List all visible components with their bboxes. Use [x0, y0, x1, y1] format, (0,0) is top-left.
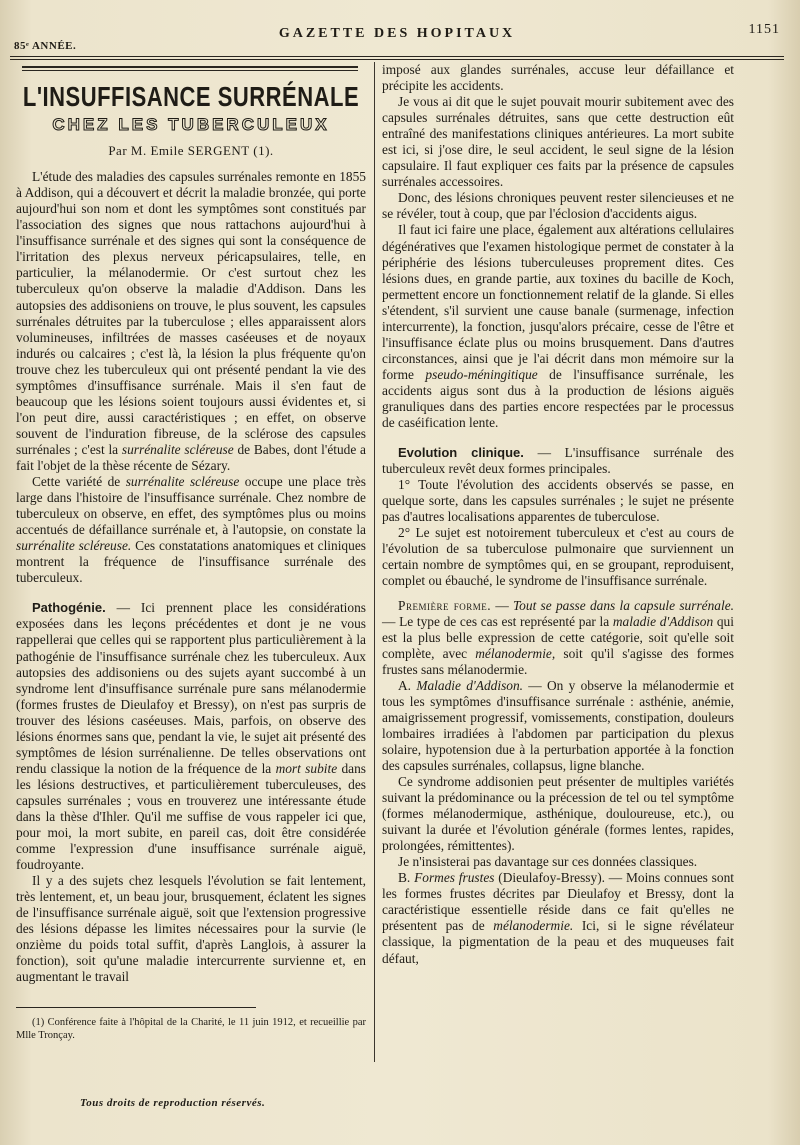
header-rule-thin — [10, 59, 784, 60]
paragraph: Je n'insisterai pas davantage sur ces données classiques. — [398, 854, 698, 870]
emphasis: Tout se passe dans la capsule surrénale. — [512, 597, 735, 613]
paragraph-text: — Le type de ces cas est représenté par la — [382, 613, 610, 629]
emphasis: Maladie d'Addison. — [416, 677, 524, 693]
emphasis: maladie d'Addison — [612, 613, 714, 629]
paragraph-text: qui est la plus belle expression de cette catégorie, soit qu'elle soit complète, avec — [382, 613, 734, 661]
paragraph-text: dans les lésions destructives, et particulièrement tuberculeuses, des capsules surrénales ; vous en trouverez une intéressante étude dans la thèse d'Ihler. Qu'il me suffise de vous rappeler ici que, pour moi, la mort subite, en pareil cas, doit être considérée comme l'expression d'une insuffisance surrénale aiguë, foudroyante. — [16, 760, 367, 873]
left-column — [16, 62, 366, 1042]
section-heading: Evolution clinique. — [398, 445, 524, 461]
article-author: Par M. Emile SERGENT (1). — [108, 143, 274, 159]
section-pathogenie — [16, 600, 366, 873]
subsection-addison — [382, 678, 734, 774]
section-heading: Pathogénie. — [32, 600, 106, 616]
subsection-label: Première forme. — [398, 597, 492, 613]
rights-notice: Tous droits de reproduction réservés. — [80, 1097, 266, 1109]
paragraph: Il y a des sujets chez lesquels l'évolution se fait lentement, très lentement, et, un beau jour, brusquement, éclatent les signes de l'insuffisance surrénale aiguë, soit que l'extension progressive des lésions dépasse les limites nécessaires pour la survie (le onzième du poids total suffit, d'après Langlois, à assurer la fonction), soit qu'une maladie intercurrente survienne et, en augmentant le travail — [16, 873, 366, 985]
paragraph — [382, 222, 734, 431]
section-premiere-forme — [382, 598, 734, 678]
article-subtitle: CHEZ LES TUBERCULEUX — [52, 115, 330, 135]
article-title: L'INSUFFISANCE SURRÉNALE — [22, 80, 360, 112]
paragraph-text: de l'insuffisance surrénale, les accidents aigus sont dus à la production de lésions aiguës granuliques dans des parties encore respectées par le processus de caséification lente. — [382, 366, 734, 431]
paragraph-text: soit qu'il s'agisse des formes frustes sans mélanodermie. — [382, 645, 734, 677]
page-number: 1151 — [748, 22, 780, 37]
paragraph-text: Cette variété de — [32, 474, 121, 490]
emphasis: pseudo-méningitique — [425, 366, 538, 382]
emphasis: mélanodermie, — [475, 645, 556, 661]
title-rule — [22, 66, 358, 68]
paragraph-text: Ces constatations anatomiques et cliniques montrent la fréquence de l'insuffisance surrénale des tuberculeux. — [16, 538, 366, 586]
emphasis: surrénalite scléreuse — [125, 474, 240, 490]
header-rule — [10, 56, 784, 57]
paragraph: Je vous ai dit que le sujet pouvait mourir subitement avec des capsules surrénales détruites, sans que cette destruction eût entraîné des manifestations cliniques antérieures. La mort subite est ici, si j'ose dire, le seul accident, le seul signe de la lésion capsulaire. Il faut expliquer ces faits par la présence de capsules surrénales accessoires. — [382, 94, 734, 190]
paragraph — [16, 169, 366, 474]
list-item: 1° Toute l'évolution des accidents observés se passe, en quelque sorte, dans les capsules surrénales ; le sujet ne présente pas d'autres localisations apparentes de tuberculose. — [382, 477, 734, 525]
paragraph-text: — Ici prennent place les considérations exposées dans les leçons précédentes et dont je ne vous rappellerai que celles qui se rapportent plus particulièrement à la pathogénie de l'insuffisance surrénale chez les tuberculeux. Aux autopsies des addisoniens ou des sujets ayant succombé à un syndrome lent d'insuffisance surrénale pure sans mélanodermie (formes frustes de Dieulafoy et Bressy), on n'est pas surpris de trouver des lésions caséeuses. Mais, parfois, on observe des lésions énormes sans que, pendant la vie, le sujet ait présenté des symptômes de lésion surrénalienne. De telles observations ont rendu classique la notion de la fréquence de la — [16, 600, 366, 776]
subsection-letter: A. — [398, 677, 412, 693]
paragraph-text: Ici, si le signe révélateur classique, la pigmentation de la peau et des muqueuses fait défaut, — [382, 918, 735, 966]
running-head — [14, 22, 780, 54]
journal-title: GAZETTE DES HOPITAUX — [278, 26, 516, 41]
paragraph: Donc, des lésions chroniques peuvent rester silencieuses et ne se révéler, tout à coup, que par l'éclosion d'accidents aigus. — [382, 190, 734, 222]
subsection-formes-frustes — [382, 870, 734, 966]
paragraph: imposé aux glandes surrénales, accuse leur défaillance et précipite les accidents. — [382, 62, 734, 94]
emphasis: surrénalite scléreuse — [121, 441, 234, 457]
paragraph-text: — On y observe la mélanodermie et tous les symptômes d'insuffisance surrénale : asthénie, anémie, amaigrissement progressif, vomissements, constipation, douleurs lombaires irradiées à l'abdomen par participation du plexus solaire, hypotension due à la perturbation apportée à la fonction des capsules surrénales, collapsus, ligne blanche. — [382, 677, 734, 773]
section-evolution — [382, 445, 734, 477]
paragraph-text: occupe une place très large dans l'histoire de l'insuffisance surrénale. Chez nombre de tuberculeux on observe, en effet, des symptômes plus ou moins accentués de défaillance surrénale et, à l'autopsie, on constate la — [16, 474, 366, 538]
paragraph-text: — L'insuffisance surrénale des tuberculeux revêt deux formes principales. — [382, 445, 735, 477]
footnote: (1) Conférence faite à l'hôpital de la Charité, le 11 juin 1912, et recueillie par Mlle Tronçay. — [16, 1017, 366, 1042]
emphasis: surrénalite scléreuse. — [16, 538, 132, 554]
volume-year: 85ᵉ ANNÉE. — [14, 40, 77, 52]
paragraph-text: (Dieulafoy-Bressy). — Moins connues sont les formes frustes décrites par Dieulafoy et Bressy, dont la caractéristique essentielle réside dans ce fait qu'elles ne présentent pas de — [382, 870, 734, 934]
dash: — — [491, 597, 513, 613]
paragraph: Ce syndrome addisonien peut présenter de multiples variétés suivant la prédominance ou la précession de tel ou tel symptôme (formes mélanodermique, asthénique, douloureuse, etc.), ou suivant la durée et l'évolution générale (formes lentes, rapides, prolongées, rémittentes). — [382, 774, 734, 854]
emphasis: Formes frustes — [414, 870, 495, 886]
paragraph — [16, 474, 366, 586]
paragraph-text: de Babes, dont l'étude a fait l'objet de la thèse récente de Sézary. — [16, 441, 366, 473]
title-rule-thin — [22, 70, 358, 71]
paragraph-text: Il faut ici faire une place, également aux altérations cellulaires dégénératives que l'examen histologique permet de constater à la périphérie des lésions tuberculeuses proprement dites. Ces lésions dues, en grande partie, aux toxines du bacille de Koch, permettent encore un fonctionnement relatif de la glande. Si elles s'étendent, s'il survient une cause banale (surmenage, infection intercurrente), la fonction, jusqu'alors précaire, cesse de l'être et l'insuffisance éclate plus ou moins brusquement. Dans d'autres circonstances, ainsi que je l'ai décrit dans mon mémoire sur la forme — [382, 222, 734, 382]
right-column — [382, 62, 734, 967]
emphasis: mort subite — [275, 760, 338, 776]
footnote-rule — [16, 1007, 256, 1008]
list-item: 2° Le sujet est notoirement tuberculeux et c'est au cours de l'évolution de sa tuberculose pulmonaire que surviennent un certain nombre de symptômes qui, en se groupant, reproduisent, complet ou ébauché, le syndrome de l'insuffisance surrénale. — [382, 525, 734, 589]
subsection-letter: B. — [398, 870, 411, 886]
emphasis: mélanodermie. — [493, 918, 574, 934]
column-divider — [374, 62, 375, 1062]
paragraph-text: L'étude des maladies des capsules surrénales remonte en 1855 à Addison, qui a découvert et décrit la maladie bronzée, qui porte aujourd'hui son nom et dont les symptômes sont constitués par l'association des signes que nous rattachons aujourd'hui à l'insuffisance surrénale et des signes qui sont la conséquence de l'irritation des plexus nerveux péricapsulaires, telle, en particulier, la mélanodermie. Or c'est surtout chez les tuberculeux qu'on observe la maladie d'Addison. Dans les autopsies des addisoniens on trouve, le plus souvent, les capsules surrénales détruites par la tuberculose ; elles apparaissent alors volumineuses, infiltrées de masses caséeuses et de noyaux indurés ou calcaires ; c'est là, la lésion la plus fréquente qu'on trouve chez les tuberculeux qui ont présenté pendant la vie des symptômes d'insuffisance surrénale. Mais il s'en faut de beaucoup que les lésions soient toujours aussi évidentes et, si l'on peut dire, aussi caractéristiques ; en effet, on observe souvent de l'induration fibreuse, de la sclérose des capsules surrénales ; c'est la — [16, 169, 366, 457]
